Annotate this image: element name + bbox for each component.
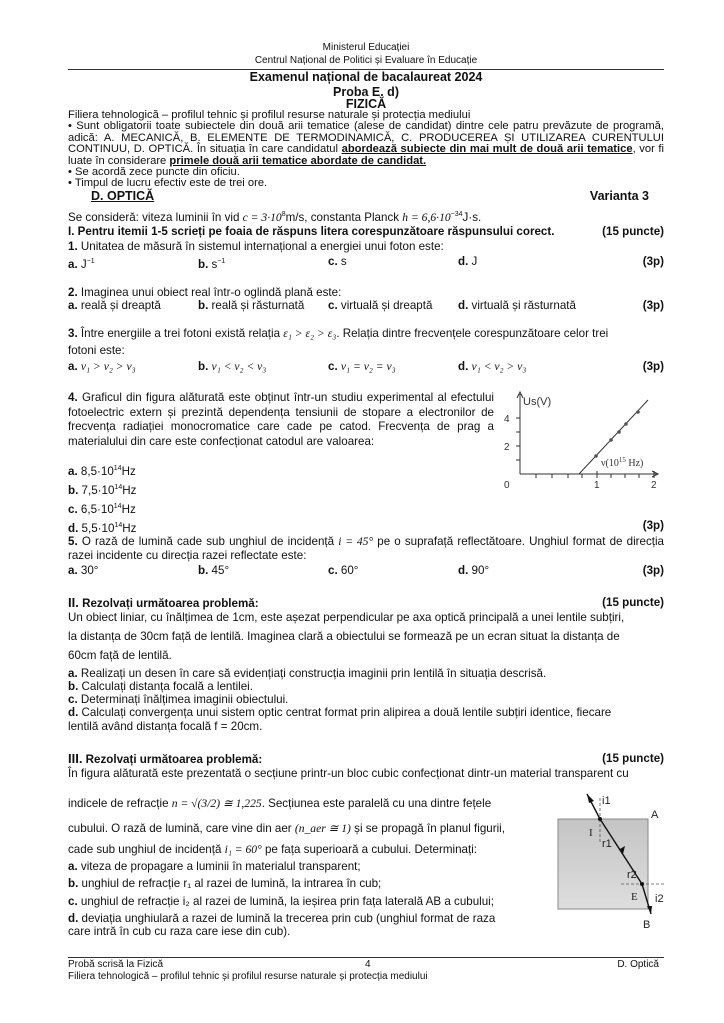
part2-task-d: d. Calculați convergența unui sistem optic centrat format prin alipirea a două lentile subțiri identice, fiecare: [68, 706, 612, 719]
instructions-text: • Sunt obligatorii toate subiectele din două arii tematice (alese de candidat) dintre cele patru prevăzute de programă, adică: A. MECANICĂ, B. ELEMENTE DE TERMODINAMICĂ, C. PRODUCEREA ȘI UTILIZAREA CURENTULUI CONTINUU, D. OPTICĂ. În situația în care candidatul: [68, 120, 664, 155]
speed-of-light: c = 3·10: [242, 211, 282, 224]
part3-line4: cade sub unghiul de incidență i₁ = 60° pe fața superioară a cubului. Determinați:: [68, 843, 477, 856]
instructions-text-2: , vor fi luate în considerare: [68, 143, 664, 167]
part3-task-c: c. unghiul de refracție i₂ al razei de lumină, la ieșirea prin fața laterală AB a cubului;: [68, 895, 494, 908]
footer-row: [68, 959, 664, 970]
part2-task-b: b. Calculați distanța focală a lentilei.: [68, 680, 253, 693]
instructions-paragraph: [68, 121, 664, 167]
part1-title: I. Pentru itemii 1-5 scrieți pe foaia de răspuns litera corespunzătoare răspunsului corect.: [68, 225, 555, 238]
item-3-question-cont: fotoni este:: [68, 344, 125, 357]
center-name: Centrul Național de Politici și Evaluare în Educație: [254, 55, 478, 66]
incidence-angle: i = 45°: [338, 535, 374, 548]
item-4-option-d[interactable]: d. $5,5\cdot 10^{14}Hz$ (3p): [68, 519, 664, 535]
svg-text:i2: i2: [655, 893, 664, 905]
item-text: Unitatea de măsură în sistemul internațional a energiei unui foton este:: [80, 240, 444, 253]
footer-line2: Filiera tehnologică – profilul tehnic și profilul resurse naturale și protecția mediului: [68, 971, 428, 982]
option-a[interactable]: a. 30°: [68, 564, 99, 577]
part1-points: (15 puncte): [602, 225, 664, 238]
incidence-angle-i1: i₁ = 60°: [224, 843, 262, 856]
speed-exponent: 8: [281, 211, 286, 218]
speed-unit: m/s: [285, 211, 305, 224]
item-4-option-b[interactable]: b. $7,5\cdot 10^{14}Hz$: [68, 484, 137, 497]
part3-task-d: d. deviația unghiulară a razei de lumină la trecerea prin cub (unghiul format de raza: [68, 912, 496, 925]
proba-title: Proba E. d): [333, 85, 399, 99]
footer-left: Probă scrisă la Fizică: [68, 959, 164, 970]
graph-x-label: ν(10: [601, 458, 619, 469]
part3-task-a: a. viteza de propagare a luminii în materialul transparent;: [68, 860, 361, 873]
item-score: (3p): [642, 564, 664, 577]
instructions-emphasis-1: abordează subiecte din mai mult de două arii tematice: [341, 143, 633, 155]
option-a[interactable]: a. reală și dreaptă: [68, 299, 161, 312]
option-c[interactable]: c. s: [328, 255, 347, 268]
svg-text:i1: i1: [602, 795, 611, 807]
part2-line3: 60cm față de lentilă.: [68, 649, 172, 662]
item-4-question: 4. Graficul din figura alăturată este obținut într-un studiu experimental al efectului fotoelectric extern și prezintă dependența tensiunii de stopare a electronilor de frecvența radiației monocromatice care cade pe catod. Frecvența de prag a materialului din care este confecționat catodul are valoarea:: [68, 391, 494, 448]
svg-text:r2: r2: [627, 869, 637, 881]
option-b[interactable]: b. 45°: [198, 564, 230, 577]
option-d[interactable]: d. J: [458, 255, 478, 268]
item-score: (3p): [642, 519, 664, 532]
variant-label: Varianta 3: [589, 189, 649, 203]
part2-task-a: a. Realizați un desen în care să evidențiați construcția imaginii prin lentilă în situația descrisă.: [68, 667, 547, 680]
ministry-name: Ministerul Educației: [322, 42, 410, 53]
constants-mid: , constanta Planck: [304, 211, 403, 224]
part2-line2: la distanța de 30cm față de lentilă. Imaginea clară a obiectului se formează pe un ecran situat la distanța de: [68, 630, 620, 643]
refractive-index: n = √(3/2) ≅ 1,225: [171, 797, 262, 810]
part2-title: Rezolvați următoarea problemă:: [78, 597, 259, 610]
time-note: • Timpul de lucru efectiv este de trei ore.: [68, 177, 268, 189]
option-a[interactable]: a. ν₁ > ν₂ > ν₃: [68, 360, 136, 373]
item-4-option-c[interactable]: c. $6,5\cdot 10^{14}Hz$: [68, 503, 136, 516]
part1-title-row: [68, 225, 664, 238]
subject-title: FIZICĂ: [345, 97, 387, 111]
option-b[interactable]: b. reală și răsturnată: [198, 299, 305, 312]
stopping-voltage-graph: [498, 388, 668, 488]
option-d[interactable]: d. ν₁ < ν₂ > ν₃: [458, 360, 527, 373]
planck-exponent: −34: [450, 211, 463, 218]
footer-right: D. Optică: [617, 959, 659, 970]
svg-text:ν(1015 Hz): $\nu(10^{15}$ Hz): [601, 456, 644, 469]
part2-points: (15 puncte): [602, 596, 664, 609]
option-a[interactable]: a. $J^{-1}$: [68, 258, 95, 271]
item-number: 1.: [68, 240, 78, 253]
air-index: (n_aer ≅ 1): [294, 822, 351, 835]
option-d[interactable]: d. virtuală și răsturnată: [458, 299, 576, 312]
part3-title: Rezolvați următoarea problemă:: [82, 753, 263, 766]
svg-text:1: 1: [594, 480, 600, 488]
bonus-points-note: • Se acordă zece puncte din oficiu.: [68, 166, 240, 178]
filiera-line: Filiera tehnologică – profilul tehnic și profilul resurse naturale și protecția mediului: [68, 109, 471, 121]
exam-title: Examenul național de bacalaureat 2024: [249, 70, 483, 84]
part2-roman: II.: [68, 595, 79, 610]
planck-constant: h = 6,6·10: [402, 211, 451, 224]
item-1-question: [68, 240, 664, 253]
cube-refraction-figure: [551, 784, 681, 934]
graph-y-label: Us(V): [523, 396, 552, 408]
svg-text:B: B: [643, 919, 651, 931]
section-title: D. OPTICĂ: [91, 189, 155, 203]
item-score: (3p): [642, 360, 664, 373]
part3-roman: III.: [68, 751, 83, 766]
svg-text:r1: r1: [602, 838, 612, 850]
constants-prefix: Se consideră: viteza luminii în vid: [68, 211, 243, 224]
option-b[interactable]: b. $s^{-1}$: [198, 258, 226, 271]
item-score: (3p): [642, 299, 664, 312]
part3-title-row: [68, 752, 664, 766]
footer-divider: [68, 957, 664, 958]
option-c[interactable]: c. ν₁ = ν₂ = ν₃: [328, 360, 396, 373]
item-score: (3p): [642, 255, 664, 268]
option-d[interactable]: d. 90°: [458, 564, 490, 577]
part2-line1: Un obiect liniar, cu înălțimea de 1cm, este așezat perpendicular pe axa optică principală a unei lentile subțiri,: [68, 611, 625, 624]
svg-text:4: 4: [504, 414, 510, 425]
part2-task-d-cont: lentilă având distanța focală f = 20cm.: [68, 720, 263, 733]
option-c[interactable]: c. 60°: [328, 564, 359, 577]
part3-points: (15 puncte): [602, 752, 664, 765]
item-3-question: 3. Între energiile a trei fotoni există relația ε₁ > ε₂ > ε₃. Relația dintre frecvențele corespunzătoare celor trei: [68, 327, 609, 340]
part3-line1: În figura alăturată este prezentată o secțiune printr-un bloc cubic confecționat dintr-un material transparent cu: [68, 767, 629, 780]
part3-line3: cubului. O rază de lumină, care vine din aer (n_aer ≅ 1) și se propagă în planul figurii,: [68, 822, 505, 835]
item-4-option-a[interactable]: a. $8,5\cdot 10^{14}Hz$: [68, 465, 136, 478]
item-5-question: 5. O rază de lumină cade sub unghiul de incidență i = 45° pe o suprafață reflectătoare. Unghiul format de direcția razei incidente cu direcția razei reflectate este:: [68, 535, 664, 562]
option-c[interactable]: c. virtuală și dreaptă: [328, 299, 433, 312]
planck-unit: J·s.: [462, 211, 482, 224]
constants-line: [68, 208, 664, 224]
part2-task-c: c. Determinați înălțimea imaginii obiectului.: [68, 693, 289, 706]
instructions-emphasis-2: primele două arii tematice abordate de candidat.: [169, 154, 427, 167]
option-b[interactable]: b. ν₁ < ν₂ < ν₃: [198, 360, 267, 373]
part2-title-row: [68, 596, 664, 610]
part3-line2: indicele de refracție n = √(3/2) ≅ 1,225. Secțiunea este paralelă cu una dintre fețele: [68, 797, 492, 810]
page-number: 4: [365, 959, 371, 970]
svg-text:I: I: [589, 827, 593, 839]
part3-task-d-cont: care intră în cub cu raza care iese din cub).: [68, 925, 291, 938]
item-2-question: 2. Imaginea unui obiect real într-o oglindă plană este:: [68, 286, 342, 299]
svg-text:2: 2: [504, 442, 510, 453]
svg-text:E: E: [631, 891, 638, 903]
part3-task-b: b. unghiul de refracție r₁ al razei de lumină, la intrarea în cub;: [68, 877, 382, 890]
svg-text:2: 2: [651, 480, 657, 488]
svg-text:A: A: [651, 809, 659, 821]
energy-relation: ε₁ > ε₂ > ε₃: [283, 327, 337, 340]
svg-text:0: 0: [504, 480, 510, 488]
